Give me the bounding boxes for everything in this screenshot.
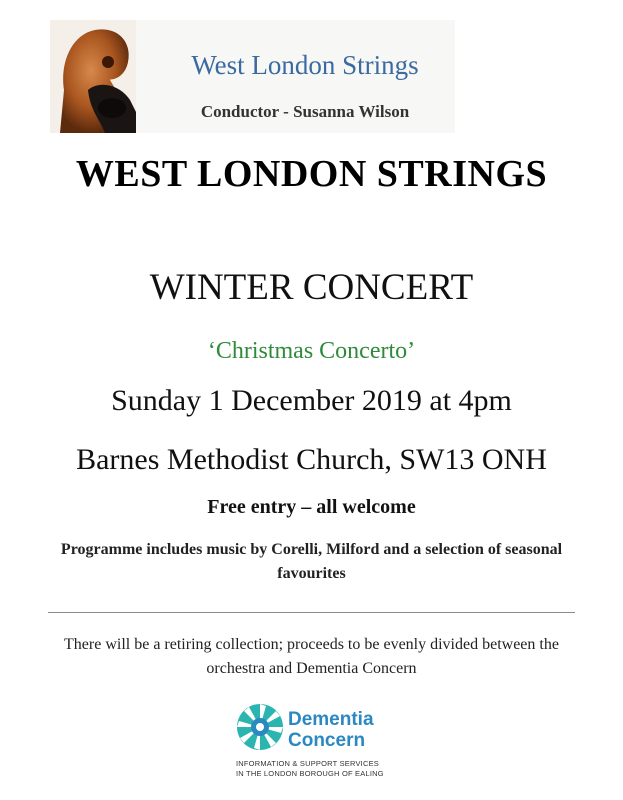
logo-name: [288, 709, 398, 751]
header-banner: [50, 20, 455, 133]
poster-title: WEST LONDON STRINGS: [75, 153, 548, 195]
banner-title: West London Strings: [191, 50, 419, 80]
logo-tagline-line2: IN THE LONDON BOROUGH OF EALING: [236, 769, 384, 778]
programme-info: Programme includes music by Corelli, Milford and a selection of seasonal favourites: [60, 541, 563, 582]
concert-name: WINTER CONCERT: [149, 267, 474, 308]
logo-tagline-line1: INFORMATION & SUPPORT SERVICES: [236, 759, 379, 768]
violin-scroll-icon: [50, 20, 136, 133]
collection-note: There will be a retiring collection; proceeds to be evenly divided between the orchestra and Dementia Concern: [64, 636, 559, 677]
logo-tagline: [236, 759, 406, 779]
logo-name-line2: Concern: [288, 730, 366, 751]
flower-logo-icon: [236, 703, 284, 751]
venue: Barnes Methodist Church, SW13 ONH: [76, 443, 547, 476]
banner-subtitle: Conductor - Susanna Wilson: [200, 102, 410, 121]
entry-info: Free entry – all welcome: [207, 496, 416, 518]
divider: [48, 612, 575, 613]
logo-name-line1: Dementia: [288, 709, 374, 730]
date-time: Sunday 1 December 2019 at 4pm: [111, 384, 512, 417]
dementia-concern-logo: [236, 703, 396, 793]
concerto-title: ‘Christmas Concerto’: [207, 338, 416, 364]
